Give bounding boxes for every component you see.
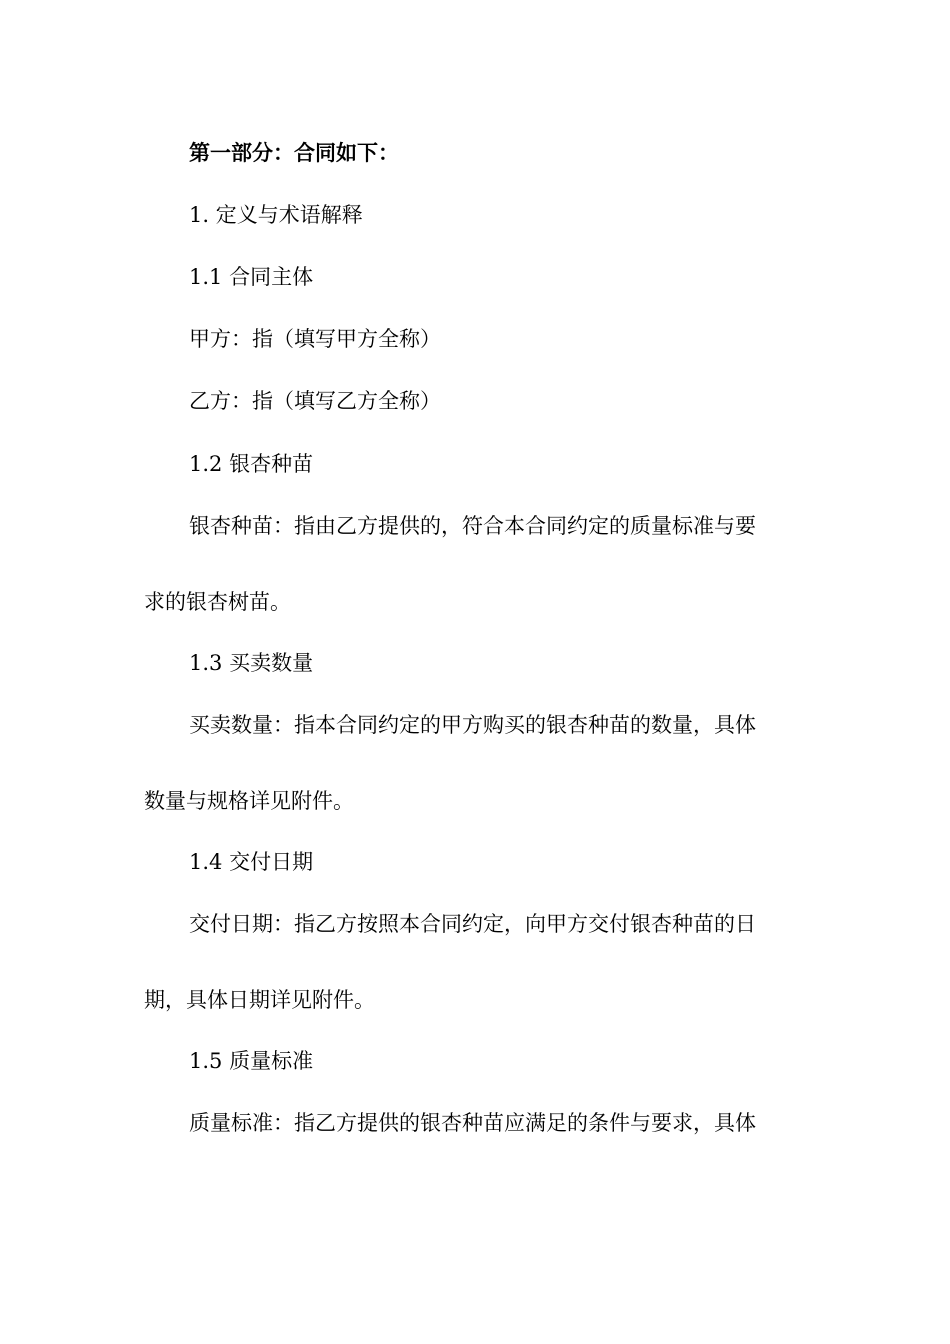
quantity-definition-line-2: 数量与规格详见附件。	[144, 789, 354, 813]
clause-heading-1-4: 1.4 交付日期	[189, 850, 314, 874]
party-a-definition: 甲方：指（填写甲方全称）	[189, 327, 441, 351]
quantity-definition-line-1: 买卖数量：指本合同约定的甲方购买的银杏种苗的数量，具体	[189, 713, 756, 737]
clause-heading-1-2: 1.2 银杏种苗	[189, 452, 314, 476]
clause-heading-1-3: 1.3 买卖数量	[189, 651, 314, 675]
clause-heading-1-1: 1.1 合同主体	[189, 265, 314, 289]
seedling-definition-line-1: 银杏种苗：指由乙方提供的，符合本合同约定的质量标准与要	[189, 514, 756, 538]
section-title: 第一部分：合同如下：	[189, 140, 399, 165]
clause-heading-1-5: 1.5 质量标准	[189, 1049, 314, 1073]
quality-definition-line-1: 质量标准：指乙方提供的银杏种苗应满足的条件与要求，具体	[189, 1111, 756, 1135]
delivery-definition-line-1: 交付日期：指乙方按照本合同约定，向甲方交付银杏种苗的日	[189, 912, 756, 936]
clause-heading-1: 1. 定义与术语解释	[189, 203, 363, 227]
party-b-definition: 乙方：指（填写乙方全称）	[189, 389, 441, 413]
delivery-definition-line-2: 期，具体日期详见附件。	[144, 988, 375, 1012]
seedling-definition-line-2: 求的银杏树苗。	[144, 590, 291, 614]
